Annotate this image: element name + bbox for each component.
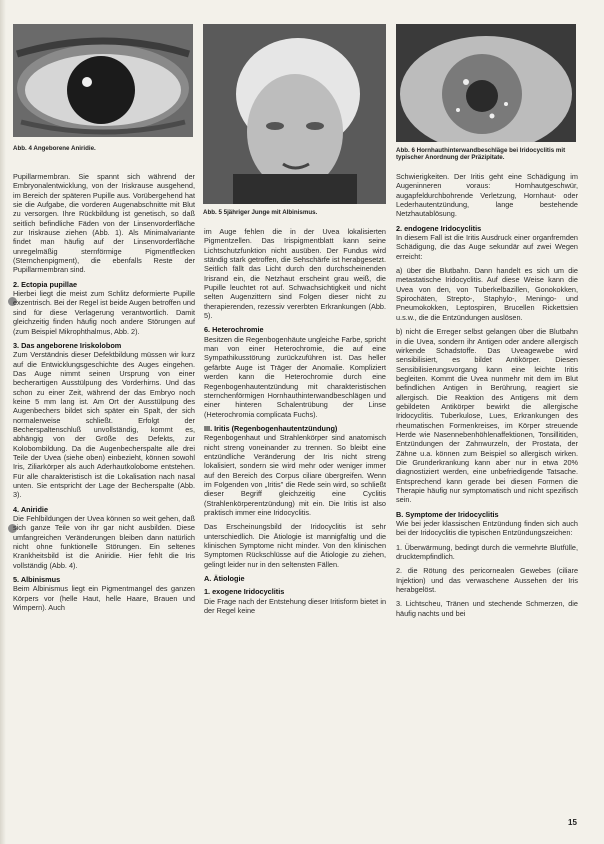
- paragraph: a) über die Blutbahn. Dann handelt es sich um die metastatische Iridocyclitis. Auf diese Weise kann die Uvea von den, von Tuberkelbazillen, Gonokokken, Spirochäten, Strepto-, Staphylo-, Meningo- und Pneumokokken, Leptospiren, Brucellen Rickettsien u.s.w., die die Entzündungen auslösen.: [396, 266, 578, 322]
- figure-precipitates-photo: [396, 24, 576, 142]
- paragraph: Schwierigkeiten. Der Iritis geht eine Schädigung im Augeninneren voraus: Hornhautgeschwür, augapfeldurchbohrende Verletzung, Hornhaut- oder Lederhautentzündung, lange bestehende Netzhautablösung.: [396, 172, 578, 219]
- paragraph: Pupillarmembran. Sie spannt sich während der Embryonalentwicklung, von der Iriskrause ausgehend, im Bereich der späteren Pupille aus. Vorübergehend hat sie die Aufgabe, die vorderen Augenabschnitte mit Blut zu versorgen. Ihre Rückbildung ist genetisch, so daß seitlich befindliche Fäden von der Linsenvorderfläche zur Iriskrause ziehen (Abb. 1). Als Minimalvariante findet man häufig auf der Linsenvorderfläche unregelmäßig sternförmige Pigmentflecken (Sternchenpigment), die ebenfalls Reste der Pupillarmembran sind.: [13, 172, 195, 275]
- section-heading: III. Iritis (Regenbogenhautentzündung): [204, 423, 338, 433]
- paragraph: 3. Lichtscheu, Tränen und stechende Schmerzen, die häufig nachts und bei: [396, 599, 578, 618]
- paragraph: Das Erscheinungsbild der Iridocyclitis ist sehr unterschiedlich. Die Ätiologie ist mannigfaltig und die klinischen Symptome nicht minder. Von den klinischen Symptomen Rückschlüsse auf die Ätiologie zu ziehen, gelingt leider nur in den seltensten Fällen.: [204, 522, 386, 569]
- section-heading: B. Symptome der Iridocyclitis: [396, 509, 499, 519]
- page-number: 15: [568, 818, 577, 827]
- figure-6-caption: Abb. 6 Hornhauthinterwandbeschläge bei Iridocyclitis mit typischer Anordnung der Präzipitate.: [396, 147, 566, 162]
- paragraph: Wie bei jeder klassischen Entzündung finden sich auch bei der Iridocyclitis die typischen Entzündungszeichen:: [396, 519, 578, 538]
- paragraph: 1. Überwärmung, bedingt durch die vermehrte Blutfülle, drucktempfindlich.: [396, 542, 578, 562]
- paragraph: Beim Albinismus liegt ein Pigmentmangel des ganzen Körpers vor (helle Haut, helle Haare, Brauen und Wimpern). Auch: [13, 584, 195, 613]
- paragraph: Regenbogenhaut und Strahlenkörper sind anatomisch nicht streng voneinander zu trennen. So bleibt eine entzündliche Veränderung der Iris nicht streng lokalisiert, sondern sie wird mehr oder weniger immer auf den Bereich des Corpus ciliare übergreifen. Wenn im Folgenden von „Iritis" die Rede sein wird, so schließt dieser Begriff gleichzeitig eine Cyclitis (Strahlenkörperentzündung) mit ein. Die Iritis ist also praktisch immer eine Iridocyclitis.: [204, 433, 386, 517]
- section-heading: 3. Das angeborene Iriskolobom: [13, 340, 122, 350]
- text-column-3: [396, 172, 578, 623]
- section-heading: A. Ätiologie: [204, 574, 245, 584]
- paragraph: Besitzen die Regenbogenhäute ungleiche Farbe, spricht man von einer Heterochromie, die auf eine Sympathikusstörung zurückzuführen ist. Das heller gefärbte Auge ist Träger der Anomalie. Kompliziert werden kann die Heterochromie durch eine Regenbogenhautentzündung mit charakteristischen sternchenförmigen Hornhauthinterwandbeschlägen und einer hinteren Schalentrübung der Linse (Heterochromia complicata Fuchs).: [204, 334, 386, 419]
- figure-aniridia-photo: [13, 24, 193, 137]
- section-heading: 5. Albinismus: [13, 575, 61, 585]
- figure-albinism-photo: [203, 24, 386, 204]
- page-edge-shadow: [0, 0, 6, 844]
- paragraph: 2. die Rötung des pericornealen Gewebes (ciliare Injektion) und das verwaschene Aussehen der Iris herabgelöst.: [396, 566, 578, 595]
- section-heading: 1. exogene Iridocyclitis: [204, 587, 285, 597]
- section-heading: 4. Aniridie: [13, 504, 49, 514]
- paragraph: im Auge fehlen die in der Uvea lokalisierten Pigmentzellen. Das Irispigmentblatt kann seine Lichtschutzfunktion nicht ausüben. Der Fundus wird ständig stark getroffen, die Sehschärfe ist herabgesetzt. Seitlich fällt das Licht durch den durchscheinenden Irisrand ein, die Netzhaut erscheint grau weiß, die Pupille leuchtet rot auf. Schwachsichtigkeit und nicht selten Augenzittern sind Folgen dieser nicht zu therapierenden, rezessiv vererbten Erkrankungen (Abb. 5).: [204, 227, 386, 321]
- paragraph: b) nicht die Erreger selbst gelangen über die Blutbahn in die Uvea, sondern ihr Antigen oder andere allergisch wirkende Schadstoffe. Das Uveagewebe wird sensibilisiert, es bildet Antikörper. Diesen Sensibilisierungsvorgang kann eine leichte Iritis begleiten. Kommt die Uvea nunmehr mit dem im Blut befindlichen Antigen in Berührung, reagiert sie allergisch. Die Reaktion des Antigens mit dem gebildeten Antikörper bewirkt die allergische Iridocyclitis. Tuberkulose, Lues, Erkrankungen des rheumatischen Formenkreises, im Körper streuende Herde wie Nasennebenhöhlenaffektionen, Tonsillitiden, Entzündungen der Zahnwurzeln, der Prostata, der Zähne u.a. können zum Beispiel so allergisch wirken. Die Grunderkrankung kann aber nur in etwa 20% diagnostiziert werden, eine unbefriedigende Tatsache. Entsprechend kann gerade bei diesen Formen die Therapie häufig nur symptomatisch und nicht spezifisch sein.: [396, 327, 578, 505]
- paragraph: Hierbei liegt die meist zum Schlitz deformierte Pupille exzentrisch. Bei der Regel ist beide Augen betroffen und sind für diese Verlagerung verantwortlich. Damit gleichzeitig finden häufig noch andere Störungen auf (zum Beispiel Mikrophthalmus, Abb. 2).: [13, 289, 196, 336]
- paragraph: Die Fehlbildungen der Uvea können so weit gehen, daß sich ganze Teile von ihr gar nicht ausbilden. Diese umfangreichen Veränderungen bleiben dann natürlich nicht ohne funktionelle Störungen. Ein seltenes Krankheitsbild ist die Aniridie. Hier fehlt die Iris vollständig (Abb. 4).: [13, 514, 195, 570]
- figure-4-caption: Abb. 4 Angeborene Aniridie.: [13, 145, 96, 152]
- paragraph: Die Frage nach der Entstehung dieser Iritisform bietet in der Regel keine: [204, 596, 386, 616]
- section-heading: 2. endogene Iridocyclitis: [396, 223, 482, 233]
- text-column-1: [13, 172, 195, 617]
- paragraph: Zum Verständnis dieser Defektbildung müssen wir kurz auf die Entwicklungsgeschichte des Auges eingehen. Das Auge nimmt seinen Ursprung von einer becherartigen Ausstülpung des Vorderhirns. Und das schon zu einer Zeit, während der das Embryo noch keine 5 mm lang ist. Am Ort der Ausstülpung des Augenbechers bildet sich später ein Spalt, der sich normalerweise schließt. Erfolgt der Becherspaltenschluß unvollständig, kommt es, abhängig von der Größe des Defekts, zur Kolobombildung. Da die Augenbecherspalte alle drei Teile der Uvea (siehe oben) einbezieht, können sowohl Iris, Ziliarkörper als auch Aderhautkolobome entstehen. Für alle charakteristisch ist die Lokalisation nach nasal unten. Sie entspricht der Lage der Becherspalte (Abb. 3).: [13, 350, 195, 500]
- figure-5-caption: Abb. 5 5jähriger Junge mit Albinismus.: [203, 209, 318, 216]
- paragraph: In diesem Fall ist die Iritis Ausdruck einer organfremden Schädigung, die das Auge sekundär auf zwei Wegen erreicht:: [396, 233, 578, 261]
- section-heading: 6. Heterochromie: [204, 325, 264, 335]
- text-column-2: [204, 227, 386, 620]
- section-heading: 2. Ectopia pupillae: [13, 279, 78, 289]
